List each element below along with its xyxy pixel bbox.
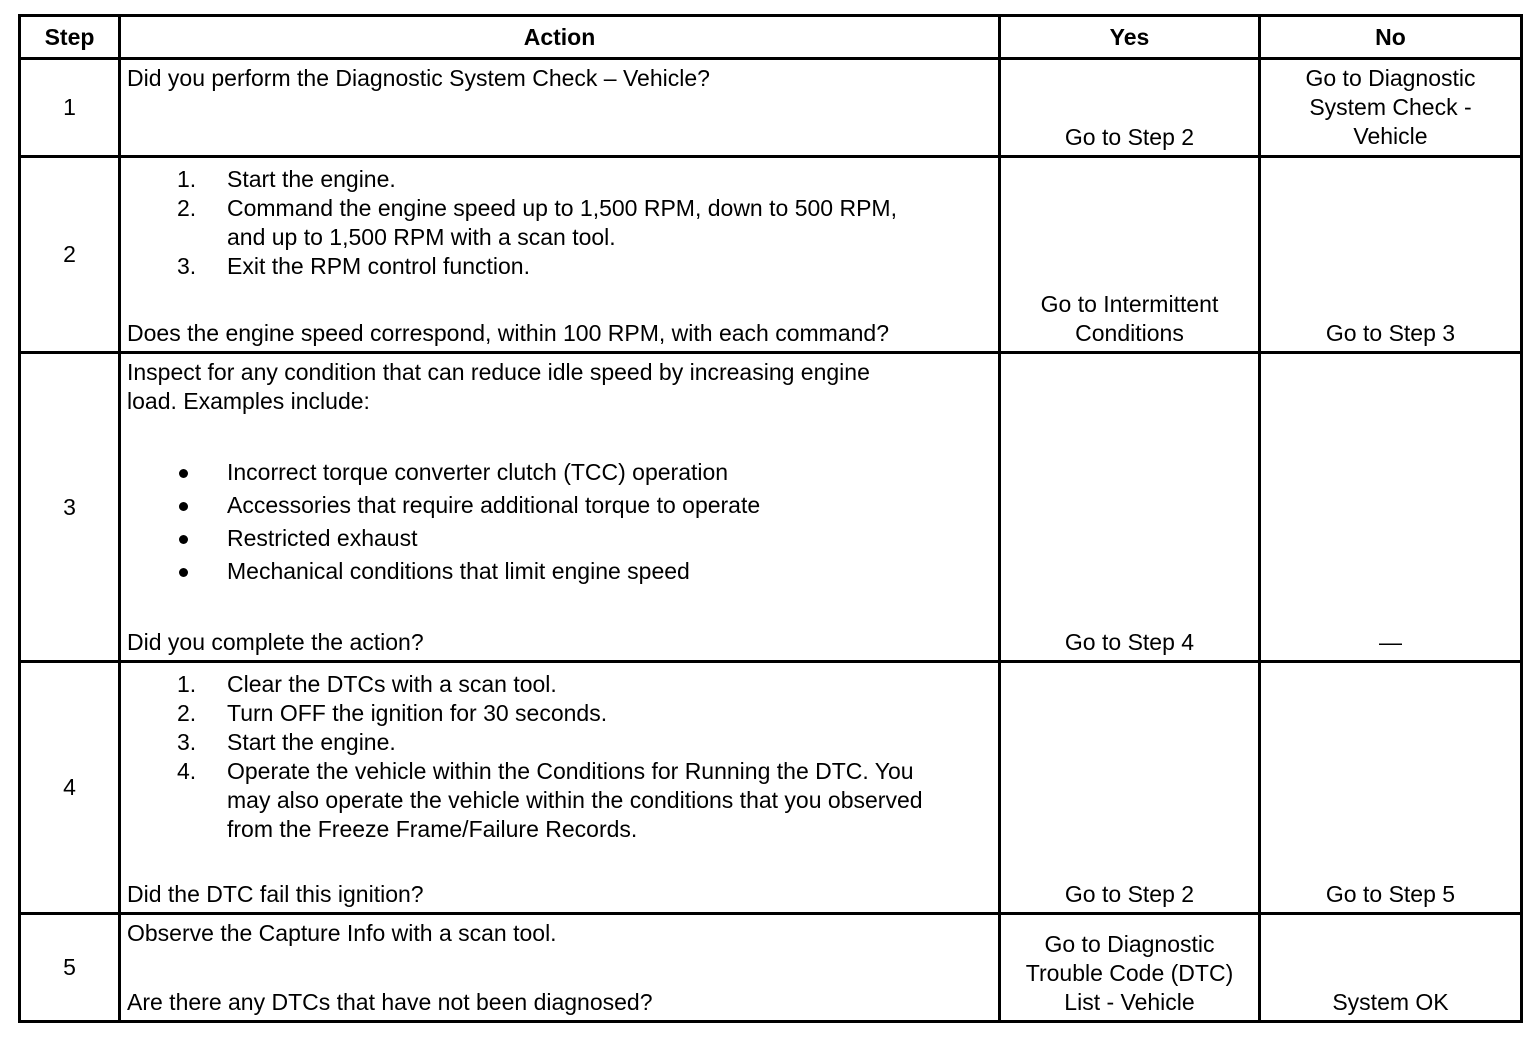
list-item: 1. Start the engine. (177, 166, 396, 192)
bullet-icon (179, 535, 188, 544)
yes-result-line: Go to Intermittent (1040, 291, 1219, 317)
yes-cell (1000, 662, 1260, 914)
no-result: — (1379, 629, 1402, 655)
list-item: Incorrect torque converter clutch (TCC) operation (127, 456, 992, 489)
numbered-list (127, 670, 992, 844)
no-result: Go to Step 5 (1325, 881, 1456, 907)
action-text: Observe the Capture Info with a scan tool. (127, 920, 557, 946)
yes-result (1001, 930, 1258, 1017)
table-row (20, 353, 1522, 662)
yes-cell (1000, 59, 1260, 157)
list-item: Accessories that require additional torque to operate (127, 489, 992, 522)
question-text: Did you complete the action? (127, 629, 424, 655)
action-cell (120, 914, 1000, 1022)
header-no: No (1260, 16, 1522, 59)
step-number: 5 (20, 914, 120, 1022)
yes-result: Go to Step 2 (1064, 124, 1195, 150)
header-yes: Yes (1000, 16, 1260, 59)
header-step: Step (20, 16, 120, 59)
no-cell (1260, 59, 1522, 157)
yes-result-line: Trouble Code (DTC) (1025, 960, 1234, 986)
action-cell (120, 353, 1000, 662)
list-item: 3. Exit the RPM control function. (177, 253, 530, 279)
no-result (1261, 64, 1520, 151)
table-row (20, 914, 1522, 1022)
no-result: System OK (1332, 989, 1449, 1015)
no-cell (1260, 914, 1522, 1022)
action-text-line: Inspect for any condition that can reduce idle speed by increasing engine (127, 359, 870, 385)
no-cell (1260, 157, 1522, 353)
list-item: Restricted exhaust (127, 522, 992, 555)
bullet-icon (179, 502, 188, 511)
list-item: 2. Command the engine speed up to 1,500 RPM, down to 500 RPM, and up to 1,500 RPM with a scan tool. (177, 195, 897, 250)
no-result: Go to Step 3 (1325, 320, 1456, 346)
numbered-list (127, 165, 992, 281)
no-result-line: Vehicle (1353, 123, 1428, 149)
bullet-icon (179, 568, 188, 577)
question-text: Are there any DTCs that have not been diagnosed? (127, 989, 653, 1015)
step-number: 2 (20, 157, 120, 353)
yes-result: Go to Step 4 (1064, 629, 1195, 655)
list-item: 1. Clear the DTCs with a scan tool. (177, 671, 557, 697)
list-item: 2. Turn OFF the ignition for 30 seconds. (177, 700, 608, 726)
table-row (20, 157, 1522, 353)
bullet-list (127, 456, 992, 588)
question-text: Does the engine speed correspond, within 100 RPM, with each command? (127, 320, 889, 346)
yes-result-line: Go to Diagnostic (1044, 931, 1215, 957)
question-text: Did the DTC fail this ignition? (127, 881, 424, 907)
yes-cell (1000, 914, 1260, 1022)
yes-cell (1000, 157, 1260, 353)
no-cell (1260, 662, 1522, 914)
step-number: 1 (20, 59, 120, 157)
no-cell (1260, 353, 1522, 662)
header-row (20, 16, 1522, 59)
no-result-line: Go to Diagnostic (1305, 65, 1476, 91)
yes-result-line: List - Vehicle (1064, 989, 1195, 1015)
action-cell (120, 157, 1000, 353)
diagnostic-table (18, 14, 1523, 1023)
list-item: 4. Operate the vehicle within the Conditions for Running the DTC. You may also operate the vehicle within the conditions that you observed from the Freeze Frame/Failure Records. (177, 758, 923, 842)
yes-result: Go to Step 2 (1064, 881, 1195, 907)
step-number: 3 (20, 353, 120, 662)
yes-cell (1000, 353, 1260, 662)
step-number: 4 (20, 662, 120, 914)
header-action: Action (120, 16, 1000, 59)
table-row (20, 59, 1522, 157)
yes-result (1001, 290, 1258, 348)
list-item: Mechanical conditions that limit engine speed (127, 555, 992, 588)
list-item: 3. Start the engine. (177, 729, 396, 755)
bullet-icon (179, 469, 188, 478)
no-result-line: System Check - (1309, 94, 1472, 120)
action-text: Did you perform the Diagnostic System Check – Vehicle? (127, 65, 710, 91)
table-row (20, 662, 1522, 914)
action-cell (120, 59, 1000, 157)
action-cell (120, 662, 1000, 914)
action-text (127, 358, 992, 416)
yes-result-line: Conditions (1075, 320, 1184, 346)
action-text-line: load. Examples include: (127, 388, 370, 414)
